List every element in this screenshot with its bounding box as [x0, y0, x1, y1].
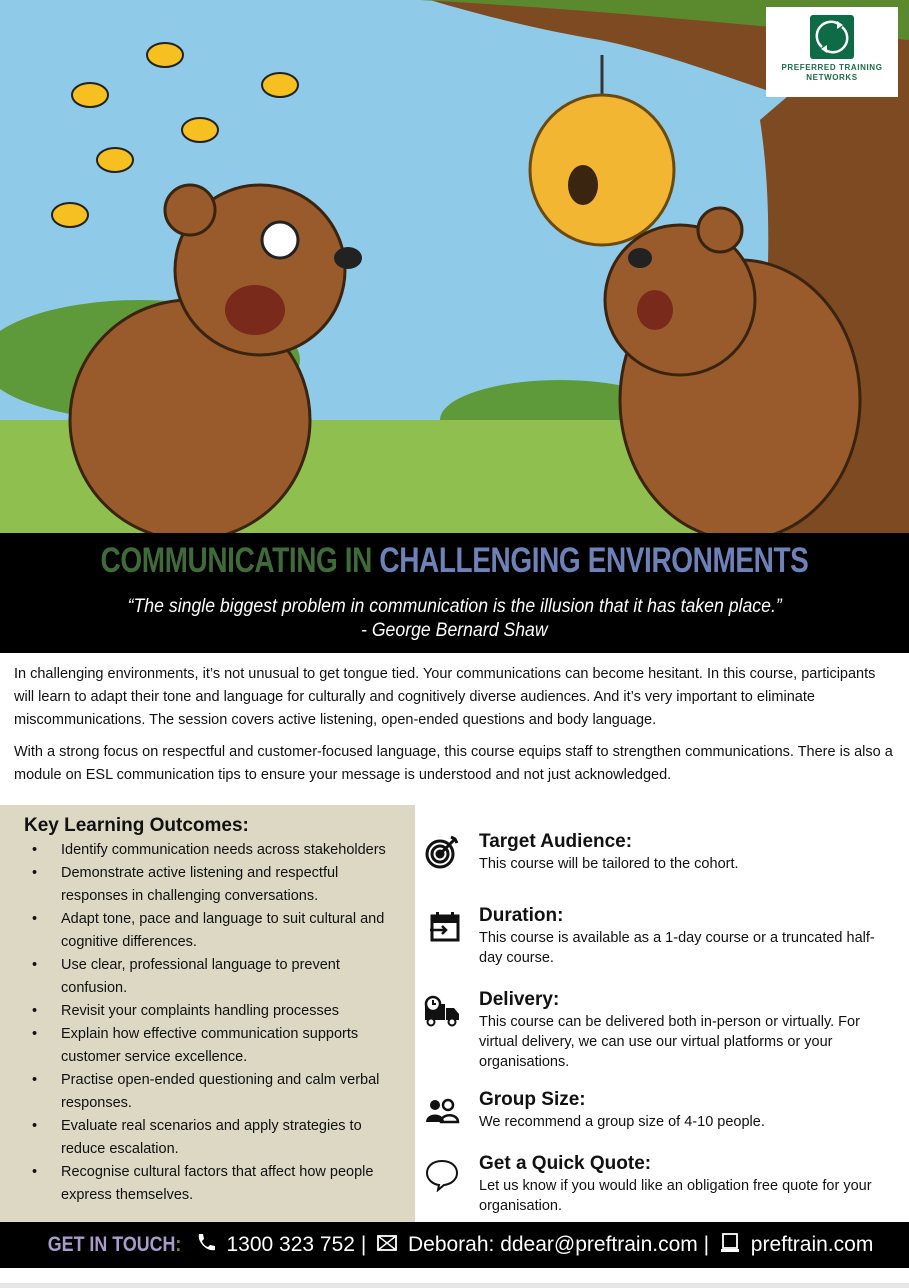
envelope-icon — [376, 1225, 398, 1247]
quote-text: “The single biggest problem in communication is the illusion that it has taken place.” — [127, 596, 782, 617]
title-part1: COMMUNICATING IN — [100, 541, 373, 580]
list-item: • Explain how effective communication supports customer service excellence. — [24, 1023, 403, 1069]
list-item: • Recognise cultural factors that affect how people express themselves. — [24, 1161, 403, 1207]
email-contact[interactable]: Deborah: ddear@preftrain.com — [407, 1233, 698, 1256]
logo-text-line1: PREFERRED TRAINING — [781, 63, 883, 72]
separator: | — [703, 1233, 710, 1256]
website-link[interactable]: preftrain.com — [750, 1233, 874, 1256]
outcomes-heading: Key Learning Outcomes: — [24, 815, 249, 836]
list-item: • Demonstrate active listening and respectful responses in challenging conversations. — [24, 862, 403, 908]
page-title — [0, 541, 909, 581]
calendar-icon — [424, 908, 460, 944]
quote — [0, 595, 909, 643]
phone-icon — [195, 1225, 217, 1247]
list-item: • Revisit your complaints handling processes — [24, 1000, 403, 1023]
computer-icon — [719, 1225, 741, 1247]
logo-arrows-icon — [810, 15, 854, 59]
section-heading: Duration: — [479, 905, 564, 926]
duration-section — [422, 904, 892, 968]
list-item: • Identify communication needs across stakeholders — [24, 839, 403, 862]
list-item: • Evaluate real scenarios and apply strategies to reduce escalation. — [24, 1115, 403, 1161]
section-text: This course can be delivered both in-person or virtually. For virtual delivery, we can use our virtual platforms or your organisations. — [479, 1014, 860, 1070]
company-logo — [766, 7, 898, 97]
section-heading: Target Audience: — [479, 831, 633, 852]
logo-text-line2: NETWORKS — [806, 73, 858, 82]
title-band — [0, 533, 909, 653]
contact-footer — [0, 1222, 909, 1268]
delivery-section — [422, 988, 892, 1072]
section-text: We recommend a group size of 4-10 people. — [479, 1114, 765, 1130]
list-item: • Adapt tone, pace and language to suit cultural and cognitive differences. — [24, 908, 403, 954]
intro-paragraph: In challenging environments, it’s not unusual to get tongue tied. Your communications can become hesitant. In this course, participants will learn to adapt their tone and language for culturally and cognitively diverse audiences. And it’s very important to eliminate miscommunications. The session covers active listening, open-ended questions and body language. — [14, 666, 876, 728]
separator: | — [360, 1233, 367, 1256]
intro-text — [14, 663, 899, 796]
title-part2: CHALLENGING ENVIRONMENTS — [379, 541, 809, 580]
get-in-touch-label: GET IN TOUCH: — [47, 1233, 182, 1256]
list-item: • Practise open-ended questioning and calm verbal responses. — [24, 1069, 403, 1115]
page-divider — [0, 1283, 909, 1288]
delivery-truck-icon — [424, 992, 460, 1028]
section-text: Let us know if you would like an obligation free quote for your organisation. — [479, 1178, 872, 1214]
section-heading: Get a Quick Quote: — [479, 1153, 652, 1174]
quick-quote-section — [422, 1152, 892, 1216]
list-item: • Use clear, professional language to prevent confusion. — [24, 954, 403, 1000]
section-heading: Delivery: — [479, 989, 560, 1010]
section-text: This course is available as a 1-day course or a truncated half-day course. — [479, 930, 875, 966]
intro-paragraph: With a strong focus on respectful and customer-focused language, this course equips staff to strengthen communications. There is also a module on ESL communication tips to ensure your message is understood and not just acknowledged. — [14, 744, 893, 783]
target-icon — [424, 834, 460, 870]
phone-number[interactable]: 1300 323 752 — [226, 1233, 355, 1256]
group-icon — [424, 1092, 460, 1128]
speech-bubble-icon — [424, 1156, 460, 1192]
quote-author: - George Bernard Shaw — [361, 620, 548, 641]
group-size-section — [422, 1088, 892, 1132]
section-heading: Group Size: — [479, 1089, 586, 1110]
target-audience-section — [422, 830, 892, 874]
outcomes-list — [24, 839, 403, 1207]
learning-outcomes-panel — [0, 805, 415, 1222]
section-text: This course will be tailored to the cohort. — [479, 856, 739, 872]
